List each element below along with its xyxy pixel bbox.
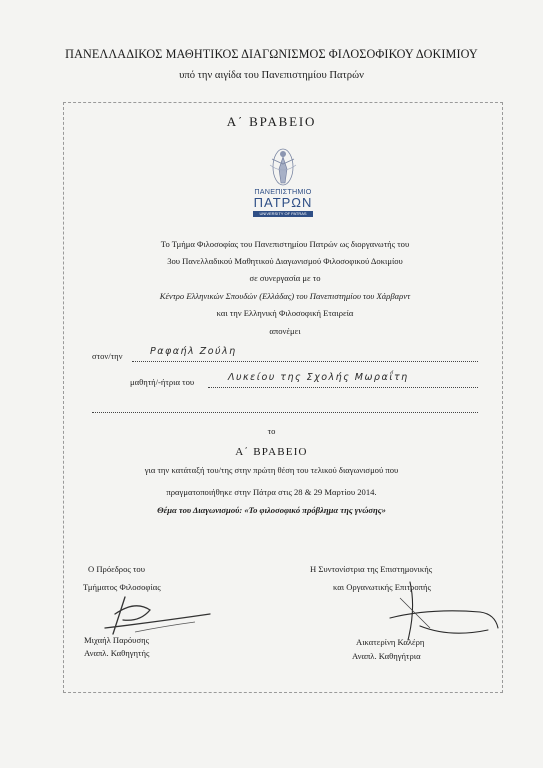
competition-topic: Θέμα του Διαγωνισμού: «Το φιλοσοφικό πρόβλημα της γνώσης» [157,505,386,515]
left-signatory-role-2: Τμήματος Φιλοσοφίας [83,582,161,592]
right-signatory-role-1: Η Συντονίστρια της Επιστημονικής [310,564,433,574]
recipient-name: Ραφαήλ Ζούλη [150,346,237,357]
figure-emblem-icon [248,145,318,191]
recipient-label: στον/την [92,351,123,361]
award-description-2: πραγματοποιήθηκε στην Πάτρα στις 28 & 29 Μαρτίου 2014. [166,487,377,497]
logo-text-line2: ΠΑΤΡΩΝ [253,195,313,210]
body-line-3: σε συνεργασία με το [249,273,321,283]
school-label: μαθητή/-ήτρια του [130,377,195,387]
body-line-2: 3ου Πανελλαδικού Μαθητικού Διαγωνισμού Φιλοσοφικού Δοκιμίου [167,256,403,266]
school-name: Λυκείου της Σχολής Μωραΐτη [228,372,409,383]
competition-subtitle: υπό την αιγίδα του Πανεπιστημίου Πατρών [179,70,364,81]
left-signatory-name: Μιχαήλ Παρόυσης [84,635,149,645]
competition-title: ΠΑΝΕΛΛΑΔΙΚΟΣ ΜΑΘΗΤΙΚΟΣ ΔΙΑΓΩΝΙΣΜΟΣ ΦΙΛΟΣΟΦΙΚΟΥ ΔΟΚΙΜΙΟΥ [65,47,478,61]
logo-text-line1: ΠΑΝΕΠΙΣΤΗΜΙΟ [254,187,312,196]
right-signatory-name: Αικατερίνη Καλέρη [356,637,425,647]
body-line-1: Το Τμήμα Φιλοσοφίας του Πανεπιστημίου Πατρών ως διοργανωτής του [160,239,410,249]
body-line-5: και την Ελληνική Φιλοσοφική Εταιρεία [216,308,354,318]
right-signatory-title: Αναπλ. Καθηγήτρια [352,651,421,661]
award-title-repeat: Α΄ ΒΡΑΒΕΙΟ [235,446,308,458]
extra-dotted-line [92,402,478,413]
award-article: το [267,426,276,436]
left-signatory-title: Αναπλ. Καθηγητής [84,648,150,658]
body-line-6: απονέμει [269,326,301,336]
left-signatory-role-1: Ο Πρόεδρος του [88,564,145,574]
body-line-4: Κέντρο Ελληνικών Σπουδών (Ελλάδας) του Πανεπιστημίου του Χάρβαρντ [159,291,411,301]
logo-text-line3: UNIVERSITY OF PATRAS [253,211,313,217]
university-logo [248,145,318,220]
award-description-1: για την κατάταξή του/της στην πρώτη θέση του τελικού διαγωνισμού που [144,465,399,475]
award-title: Α΄ ΒΡΑΒΕΙΟ [226,114,317,129]
right-signatory-role-2: και Οργανωτικής Επιτροπής [333,582,431,592]
